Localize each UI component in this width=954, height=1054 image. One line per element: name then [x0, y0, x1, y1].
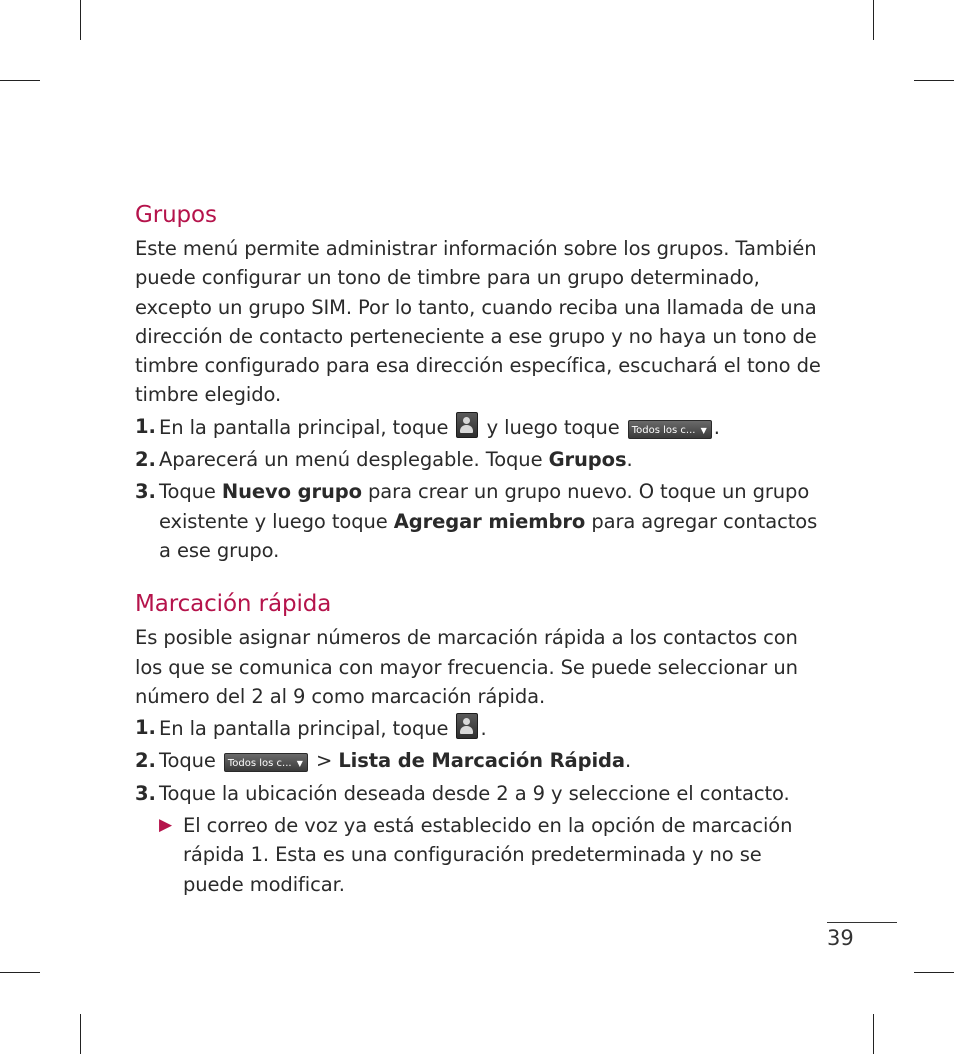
todos-dropdown-button: [628, 420, 712, 439]
triangle-right-icon: ▶: [159, 815, 172, 836]
step-text: .: [713, 415, 720, 439]
page-content: [135, 200, 825, 902]
step-number: 2.: [135, 448, 156, 472]
crop-mark: [914, 972, 954, 973]
step-text: .: [626, 448, 633, 472]
step-text: para agregar contactos a ese grupo.: [159, 509, 818, 562]
contacts-icon: [456, 412, 478, 438]
contacts-icon: [456, 713, 478, 739]
section-intro-marcacion: Es posible asignar números de marcación rápida a los contactos con los que se comunica con mayor frecuencia. Se puede seleccionar un número del 2 al 9 como marcación rápida.: [135, 626, 798, 708]
chevron-down-icon: ▼: [700, 425, 707, 435]
step-text: Aparecerá un menú desplegable. Toque: [159, 448, 543, 472]
step-item: [135, 779, 825, 899]
dropdown-label: Todos los c...: [227, 758, 292, 770]
step-number: 2.: [135, 749, 156, 773]
step-item: [135, 412, 825, 442]
section-title-grupos: Grupos: [135, 202, 217, 228]
step-bold-text: Agregar miembro: [393, 509, 586, 533]
step-text: Toque la ubicación deseada desde 2 a 9 y seleccione el contacto.: [159, 781, 790, 805]
crop-mark: [873, 0, 874, 40]
step-bold-text: Lista de Marcación Rápida: [338, 749, 625, 773]
step-number: 3.: [135, 781, 156, 805]
step-separator: >: [315, 749, 333, 773]
note-text: El correo de voz ya está establecido en la opción de marcación rápida 1. Esta es una configuración predeterminada y no se puede modificar.: [183, 814, 793, 896]
section-intro-grupos: Este menú permite administrar información sobre los grupos. También puede configurar un tono de timbre para un grupo determinado, excepto un grupo SIM. Por lo tanto, cuando reciba una llamada de una dirección de contacto perteneciente a ese grupo y no haya un tono de timbre configurado para esa dirección específica, escuchará el tono de timbre elegido.: [135, 237, 821, 407]
step-text: .: [624, 749, 632, 773]
step-item: [135, 477, 825, 565]
crop-mark: [80, 1014, 81, 1054]
todos-dropdown-button: [224, 753, 308, 772]
crop-mark: [873, 1014, 874, 1054]
page-number: 39: [827, 926, 854, 950]
section-title-marcacion: Marcación rápida: [135, 591, 332, 618]
steps-marcacion: [135, 713, 825, 899]
crop-mark: [914, 80, 954, 81]
step-item: [135, 746, 825, 775]
crop-mark: [0, 972, 40, 973]
page-number-rule: [827, 922, 897, 923]
step-text: Toque: [159, 480, 216, 504]
step-item: [135, 713, 825, 743]
step-number: 3.: [135, 480, 156, 504]
step-text: .: [480, 717, 487, 741]
step-text: En la pantalla principal, toque: [159, 415, 449, 439]
chevron-down-icon: ▼: [296, 759, 303, 769]
dropdown-label: Todos los c...: [631, 424, 696, 436]
step-text: para crear un grupo nuevo. O toque un grupo existente y luego toque: [159, 480, 810, 533]
step-number: 1.: [135, 716, 156, 740]
step-text: Toque: [159, 749, 216, 773]
step-bold-text: Nuevo grupo: [221, 480, 362, 504]
note-bullet: [159, 811, 825, 899]
step-number: 1.: [135, 414, 156, 438]
crop-mark: [80, 0, 81, 40]
crop-mark: [0, 80, 40, 81]
step-text: En la pantalla principal, toque: [159, 717, 449, 741]
step-text: y luego toque: [486, 415, 620, 439]
step-item: [135, 445, 825, 474]
step-bold-text: Grupos: [548, 448, 627, 472]
steps-grupos: [135, 412, 825, 565]
